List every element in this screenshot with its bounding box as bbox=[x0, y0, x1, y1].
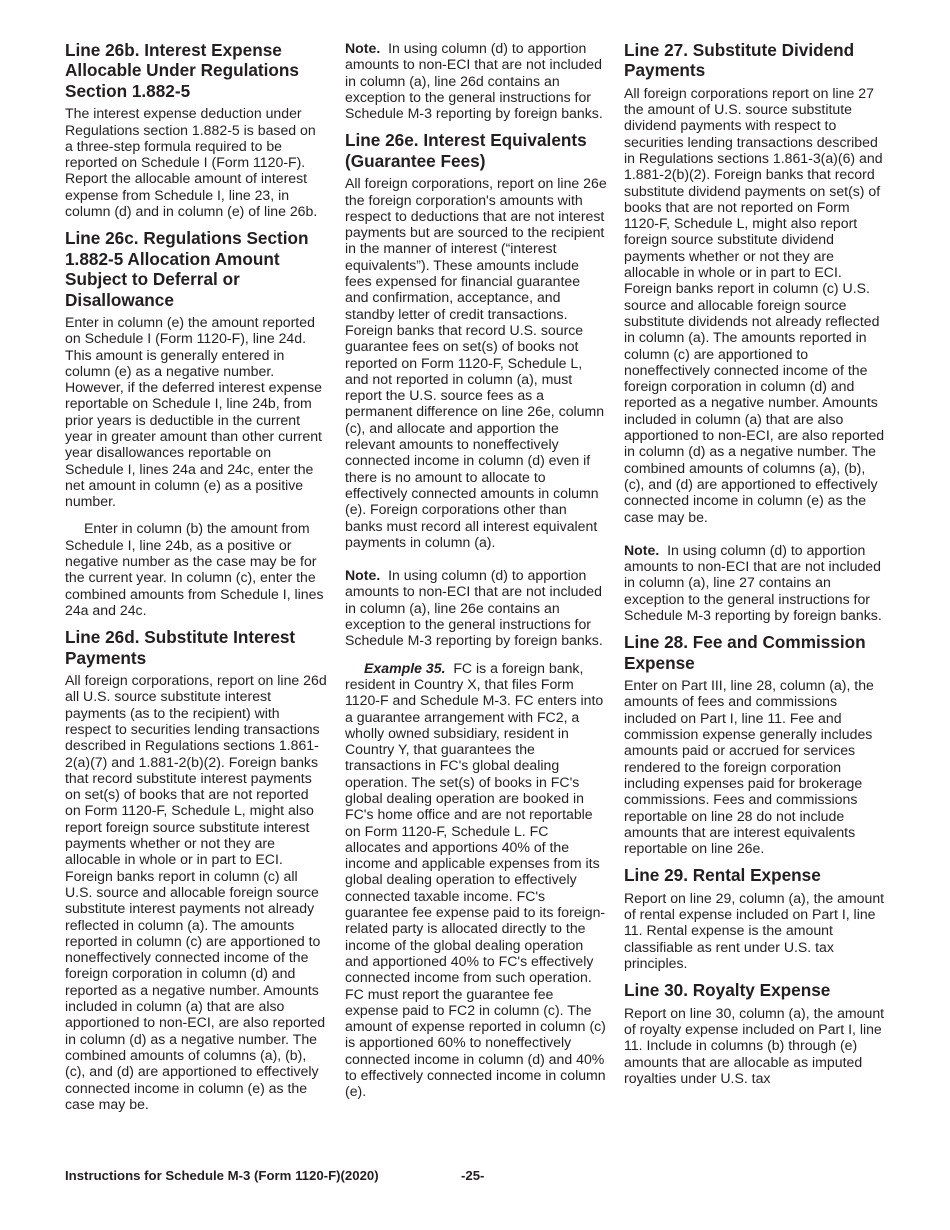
paragraph-line-27: All foreign corporations report on line 27 the amount of U.S. source substitute dividend payments with respect to securities lending transactions described in Regulations sections 1.861-3(a)(6) and 1.881-2(b)(2). Foreign banks that record substitute dividend payments on set(s) of books that are not reported on Form 1120-F, Schedule L, might also report foreign source substitute dividend payments whether or not they are allocable in whole or in part to ECI. Foreign banks report in column (c) U.S. source and allocable foreign source substitute dividends not already reflected in column (a). The amounts reported in column (c) are apportioned to noneffectively connected income of the foreign corporation in column (d) and reported as a negative number. Amounts included in column (a) that are also apportioned to non-ECI, are also reported in column (d) as a negative number. The combined amounts of columns (a), (b), (c), and (d) are apportioned to effectively connected income in column (e) as the case may be. bbox=[624, 84, 885, 525]
note-text: In using column (d) to apportion amounts to non-ECI that are not included in column (a), line 26e contains an exception to the general instructions for Schedule M-3 reporting by foreign banks. bbox=[345, 567, 603, 649]
note-line-26d bbox=[345, 40, 607, 121]
heading-line-27: Line 27. Substitute Dividend Payments bbox=[624, 40, 855, 81]
example-text: FC is a foreign bank, resident in Country X, that files Form 1120-F and Schedule M-3. FC enters into a guarantee arrangement with FC2, a wholly owned subsidiary, resident in Country Y, that guarantees the transactions in FC's global dealing operation. The set(s) of books in FC's global dealing operation are booked in FC's home office and are not reportable on Form 1120-F, Schedule L. FC allocates and apportions 40% of the income and applicable expenses from its global dealing operation to effectively connected taxable income. FC's guarantee fee expense paid to its foreign-related party is allocated directly to the income of the global dealing operation and apportioned 40% to FC's effectively connected income from such operation. FC must report the guarantee fee expense paid to FC2 in column (c). The amount of expense reported in column (c) is apportioned 60% to noneffectively connected income in column (d) and 40% to effectively connected income in column (e). bbox=[345, 659, 606, 1100]
example-label: Example 35. bbox=[364, 659, 446, 676]
heading-line-26d: Line 26d. Substitute Interest Payments bbox=[65, 627, 296, 668]
heading-line-26e: Line 26e. Interest Equivalents (Guarantee Fees) bbox=[345, 130, 587, 171]
note-label: Note. bbox=[345, 40, 381, 56]
paragraph-line-26e: All foreign corporations, report on line 26e the foreign corporation's amounts with respect to deductions that are not interest payments but are sourced to the recipient in the manner of interest (“interest equivalents”). These amounts include fees expensed for financial guarantee and confirmation, acceptance, and standby letter of credit transactions. Foreign banks that record U.S. source guarantee fees on set(s) of books not reported on Form 1120-F, Schedule L, and not reported in column (a), must report the U.S. source fees as a permanent difference on line 26e, column (c), and allocate and apportion the relevant amounts to noneffectively connected income in column (d) even if there is no amount to allocate to effectively connected amounts in column (e). Foreign corporations other than banks must record all interest equivalent payments in column (a). bbox=[345, 175, 607, 550]
column-3 bbox=[624, 40, 886, 1086]
note-label: Note. bbox=[345, 567, 381, 584]
column-1 bbox=[65, 40, 327, 1112]
paragraph-line-28: Enter on Part III, line 28, column (a), the amounts of fees and commissions included on Part I, line 11. Fee and commission expense generally includes amounts paid or accrued for services rendered to the foreign corporation including expenses paid for brokerage commissions. Fees and commissions reportable on line 28 do not include amounts that are interest equivalents reportable on line 26e. bbox=[624, 677, 874, 857]
paragraph-line-26c-1: Enter in column (e) the amount reported on Schedule I (Form 1120-F), line 24d. This amount is generally entered in column (e) as a negative number. However, if the deferred interest expense reportable on Schedule I, line 24b, from prior years is deductible in the current year in greater amount than other current year disallowances reportable on Schedule I, lines 24a and 24c, enter the net amount in column (e) as a positive number. bbox=[65, 313, 322, 510]
paragraph-line-26c-2: Enter in column (b) the amount from Schedule I, line 24b, as a positive or negative number as the case may be for the current year. In column (c), enter the combined amounts from Schedule I, lines 24a and 24c. bbox=[65, 520, 324, 618]
footer-doc-title: Instructions for Schedule M-3 (Form 1120-F)(2020) bbox=[65, 1168, 379, 1183]
note-line-26e bbox=[345, 567, 607, 648]
example-35 bbox=[345, 660, 607, 1100]
paragraph-line-30: Report on line 30, column (a), the amount of royalty expense included on Part I, line 11. Include in columns (b) through (e) amounts that are allocable as imputed royalties under U.S. tax bbox=[624, 1004, 885, 1086]
paragraph-line-26b: The interest expense deduction under Regulations section 1.882-5 is based on a three-step formula required to be reported on Schedule I (Form 1120-F). Report the allocable amount of interest expense from Schedule I, line 23, in column (d) and in column (e) of line 26b. bbox=[65, 105, 318, 219]
paragraph-line-29: Report on line 29, column (a), the amount of rental expense included on Part I, line 11. Rental expense is the amount classifiable as rent under U.S. tax principles. bbox=[624, 889, 885, 971]
paragraph-line-26d: All foreign corporations, report on line 26d all U.S. source substitute interest payments (as to the recipient) with respect to securities lending transactions described in Regulations sections 1.861-2(a)(7) and 1.881-2(b)(2). Foreign banks that record substitute interest payments on set(s) of books that are not reported on Form 1120-F, Schedule L, might also report foreign source substitute interest payments whether or not they are allocable in whole or in part to ECI. Foreign banks report in column (c) all U.S. source and allocable foreign source substitute interest payments not already reflected in column (a). The amounts reported in column (c) are apportioned to noneffectively connected income of the foreign corporation in column (d) and reported as a negative number. Amounts included in column (a) that are also apportioned to non-ECI, are also reported in column (d) as a negative number. The combined amounts of columns (a), (b), (c), and (d) are apportioned to effectively connected income in column (e) as the case may be. bbox=[65, 672, 327, 1112]
heading-line-28: Line 28. Fee and Commission Expense bbox=[624, 632, 866, 673]
note-text: In using column (d) to apportion amounts to non-ECI that are not included in column (a), line 26d contains an exception to the general instructions for Schedule M-3 reporting by foreign banks. bbox=[345, 40, 603, 122]
column-2 bbox=[345, 40, 607, 1100]
heading-line-29: Line 29. Rental Expense bbox=[624, 865, 821, 886]
note-line-27 bbox=[624, 542, 886, 623]
note-text: In using column (d) to apportion amounts to non-ECI that are not included in column (a), line 27 contains an exception to the general instructions for Schedule M-3 reporting by foreign banks. bbox=[624, 541, 882, 624]
heading-line-30: Line 30. Royalty Expense bbox=[624, 980, 831, 1001]
heading-line-26b: Line 26b. Interest Expense Allocable Under Regulations Section 1.882-5 bbox=[65, 40, 299, 101]
page-number: -25- bbox=[461, 1168, 485, 1183]
note-label: Note. bbox=[624, 541, 660, 558]
heading-line-26c: Line 26c. Regulations Section 1.882-5 Allocation Amount Subject to Deferral or Disallowance bbox=[65, 228, 309, 310]
